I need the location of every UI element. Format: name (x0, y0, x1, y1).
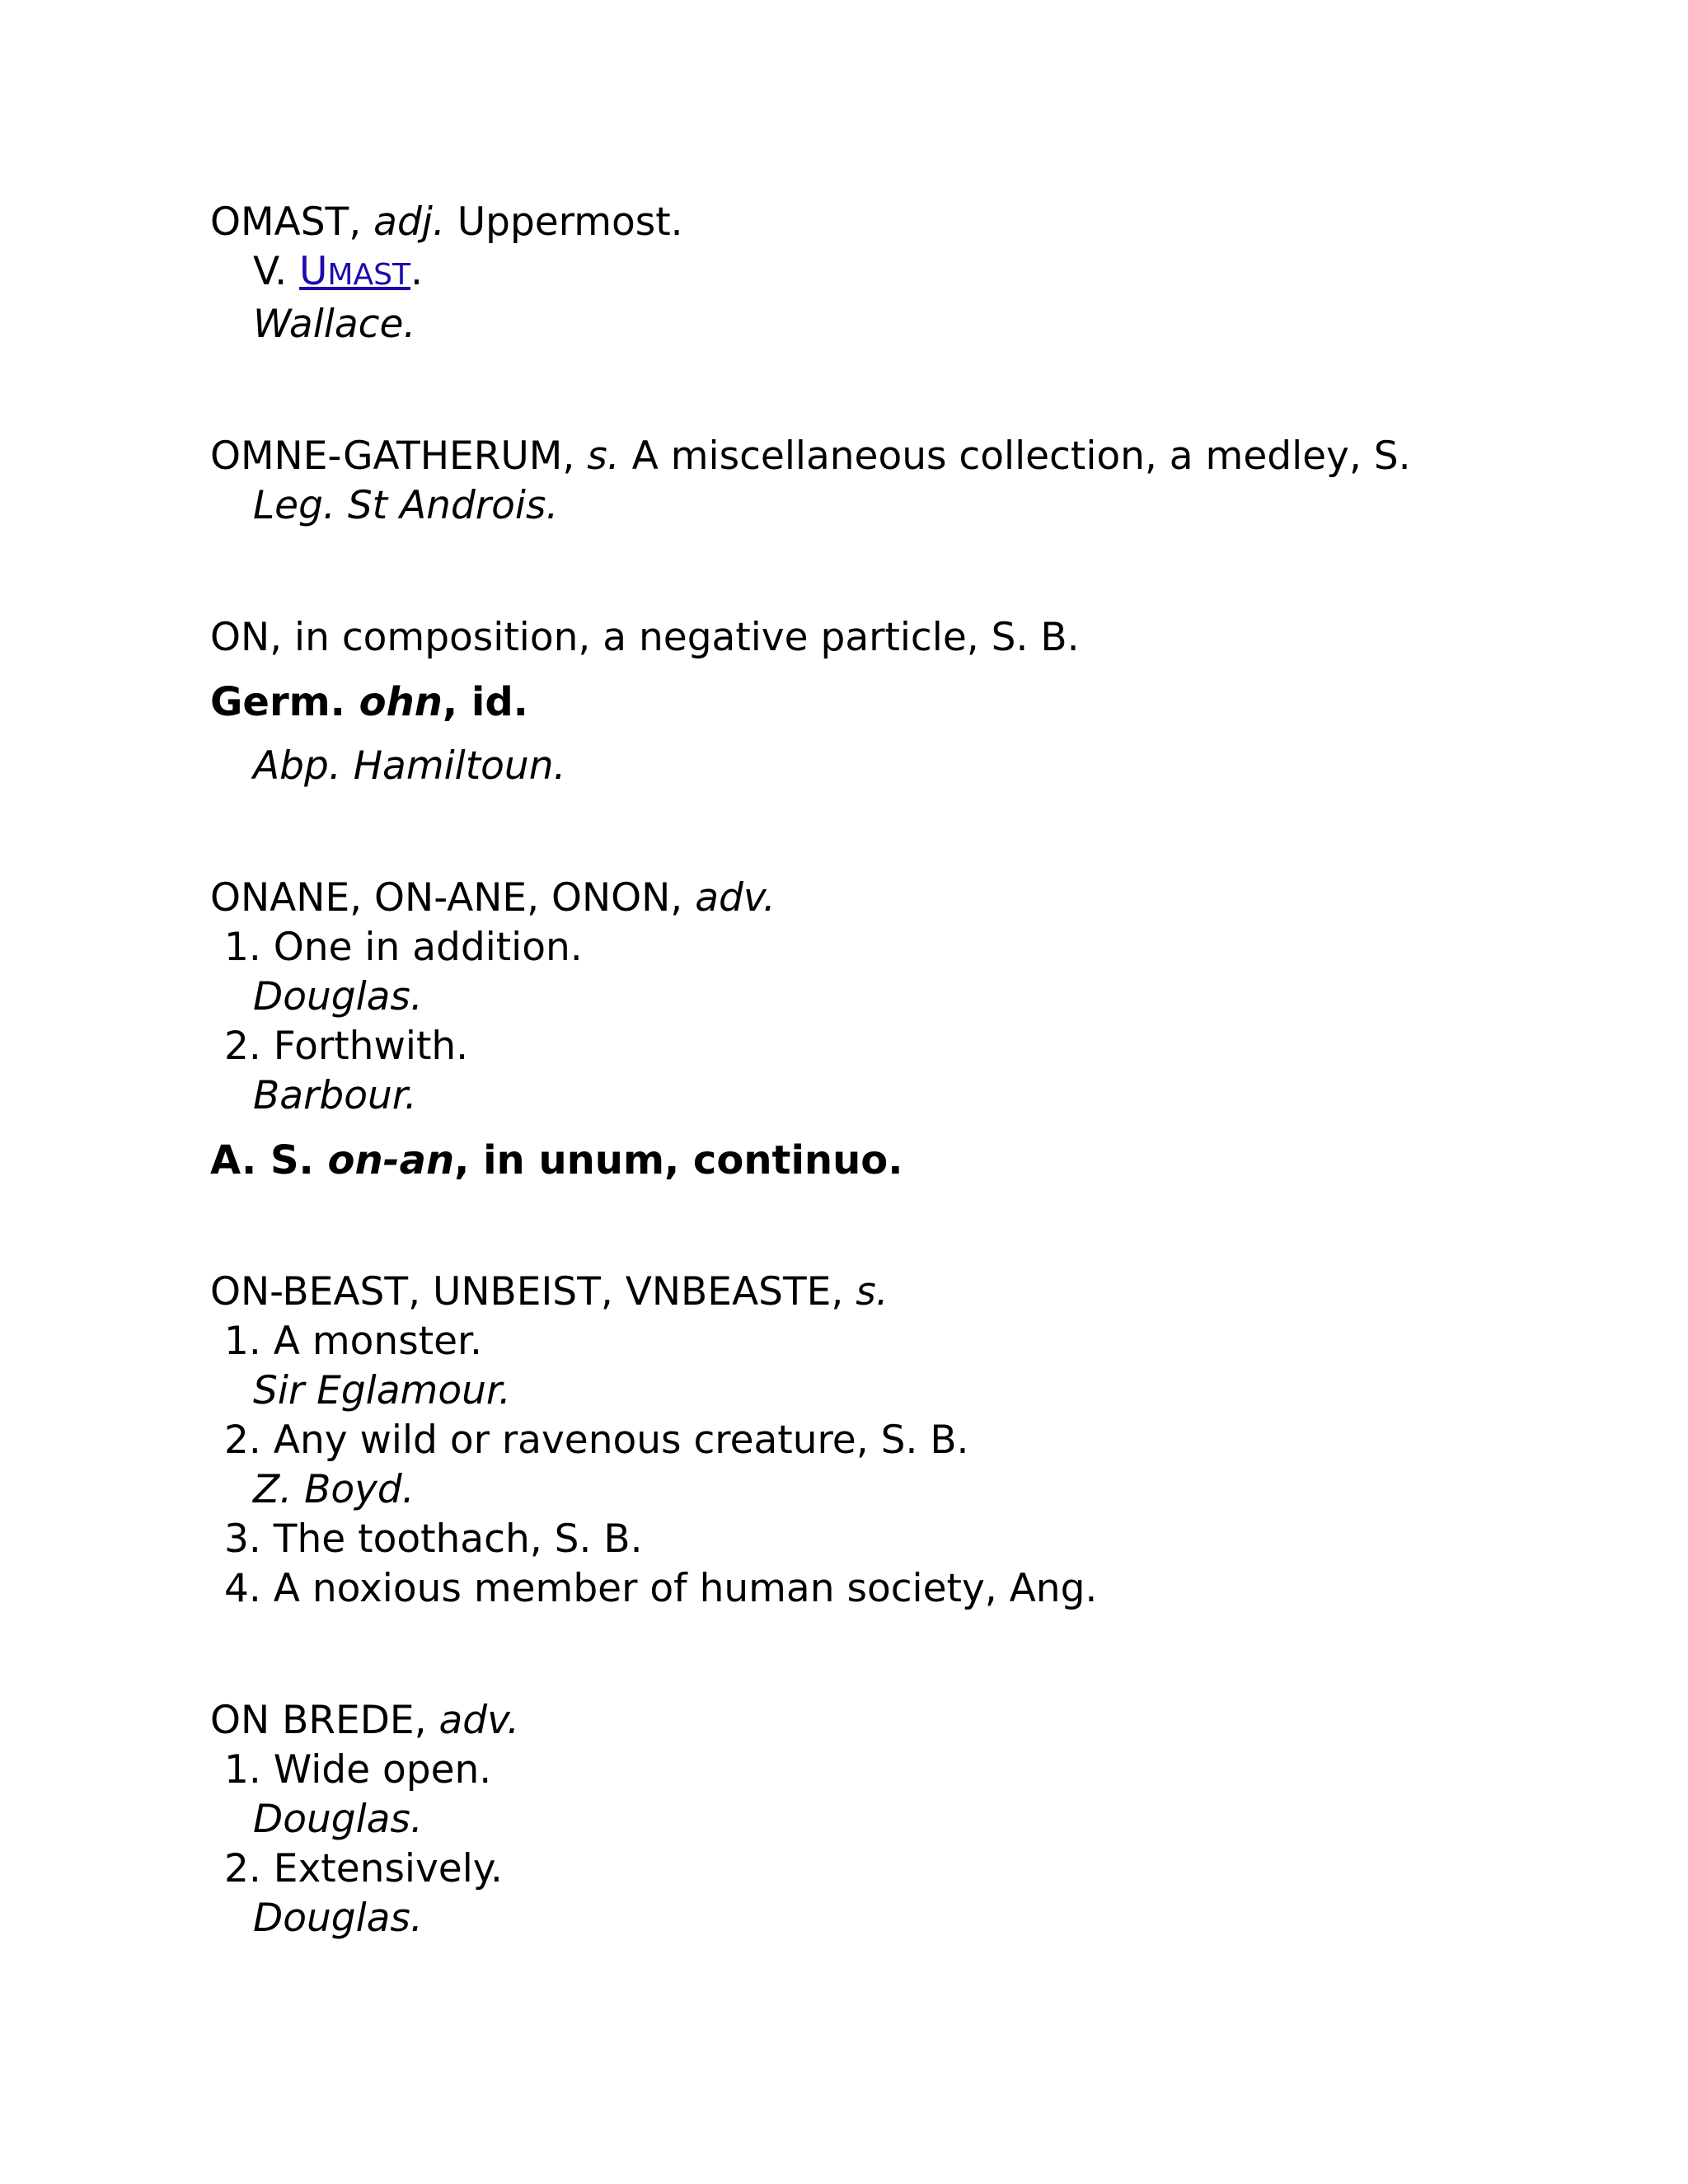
sense-text: A monster. (273, 1319, 482, 1364)
source-citation: Barbour. (253, 1073, 417, 1118)
dictionary-page (210, 198, 1611, 2026)
sense-number: 4. (224, 1566, 261, 1611)
see-prefix: V. (253, 249, 288, 294)
umast-link[interactable] (299, 249, 410, 294)
sense-number: 3. (224, 1516, 261, 1562)
source-citation: Wallace. (253, 302, 416, 347)
sense-number: 2. (224, 1418, 261, 1463)
sense-item (210, 1746, 1611, 1795)
headword: OMAST, (210, 199, 362, 245)
sense-number: 2. (224, 1846, 261, 1891)
entry-headline (210, 198, 1611, 247)
entry-on (210, 613, 1611, 791)
source-citation: Sir Eglamour. (253, 1368, 511, 1413)
entry-headline (210, 432, 1611, 481)
entry-headline (210, 1696, 1611, 1746)
source-citation: Douglas. (253, 1896, 423, 1941)
sense-text: Extensively. (273, 1846, 503, 1891)
source-citation: Z. Boyd. (253, 1467, 415, 1512)
sense-item (210, 1564, 1611, 1614)
entry-on-brede (210, 1696, 1611, 1943)
sense-text: Any wild or ravenous creature, S. B. (273, 1418, 969, 1463)
sense-item (210, 1022, 1611, 1071)
entry-headline (210, 874, 1611, 923)
etymology-language: A. S. (210, 1137, 314, 1183)
part-of-speech: adv. (695, 875, 776, 921)
sense-item (210, 1317, 1611, 1366)
etymology-gloss: , in unum, continuo. (454, 1137, 903, 1183)
headword: ONANE, ON-ANE, ONON, (210, 875, 683, 921)
sense-text: The toothach, S. B. (273, 1516, 643, 1562)
etymology-word: on-an (327, 1137, 455, 1183)
etymology (210, 1136, 1611, 1185)
sense-number: 1. (224, 925, 261, 970)
sense-number: 1. (224, 1319, 261, 1364)
see-suffix: . (410, 249, 423, 294)
link-rest: MAST (327, 258, 410, 292)
part-of-speech: s. (856, 1269, 889, 1315)
source-citation: Leg. St Androis. (253, 483, 559, 528)
sense-text: Forthwith. (273, 1024, 469, 1069)
entry-omast (210, 198, 1611, 349)
headword: ON-BEAST, UNBEIST, VNBEASTE, (210, 1269, 844, 1315)
sense-text: One in addition. (273, 925, 583, 970)
sense-item (210, 1416, 1611, 1465)
etymology-gloss: , id. (442, 679, 528, 725)
entry-on-beast (210, 1268, 1611, 1614)
link-initial: U (299, 249, 328, 294)
entry-headline (210, 1268, 1611, 1317)
source-citation: Abp. Hamiltoun. (253, 743, 566, 789)
cross-reference (210, 247, 1611, 300)
etymology-word: ohn (359, 679, 443, 725)
sense-text: A noxious member of human society, Ang. (273, 1566, 1098, 1611)
definition: Uppermost. (457, 199, 683, 245)
sense-item (210, 923, 1611, 972)
definition: A miscellaneous collection, a medley, S. (631, 434, 1411, 479)
sense-number: 2. (224, 1024, 261, 1069)
entry-headline: ON, in composition, a negative particle, S. B. (210, 615, 1080, 660)
source-citation: Douglas. (253, 1797, 423, 1842)
etymology (210, 677, 1611, 727)
sense-item (210, 1515, 1611, 1564)
sense-item (210, 1844, 1611, 1894)
part-of-speech: adv. (438, 1698, 520, 1743)
entry-onane (210, 874, 1611, 1185)
sense-text: Wide open. (273, 1747, 492, 1793)
headword: OMNE-GATHERUM, (210, 434, 575, 479)
entry-omne-gatherum (210, 432, 1611, 531)
headword: ON BREDE, (210, 1698, 427, 1743)
sense-number: 1. (224, 1747, 261, 1793)
part-of-speech: s. (587, 434, 620, 479)
part-of-speech: adj. (373, 199, 445, 245)
etymology-language: Germ. (210, 679, 345, 725)
source-citation: Douglas. (253, 974, 423, 1019)
